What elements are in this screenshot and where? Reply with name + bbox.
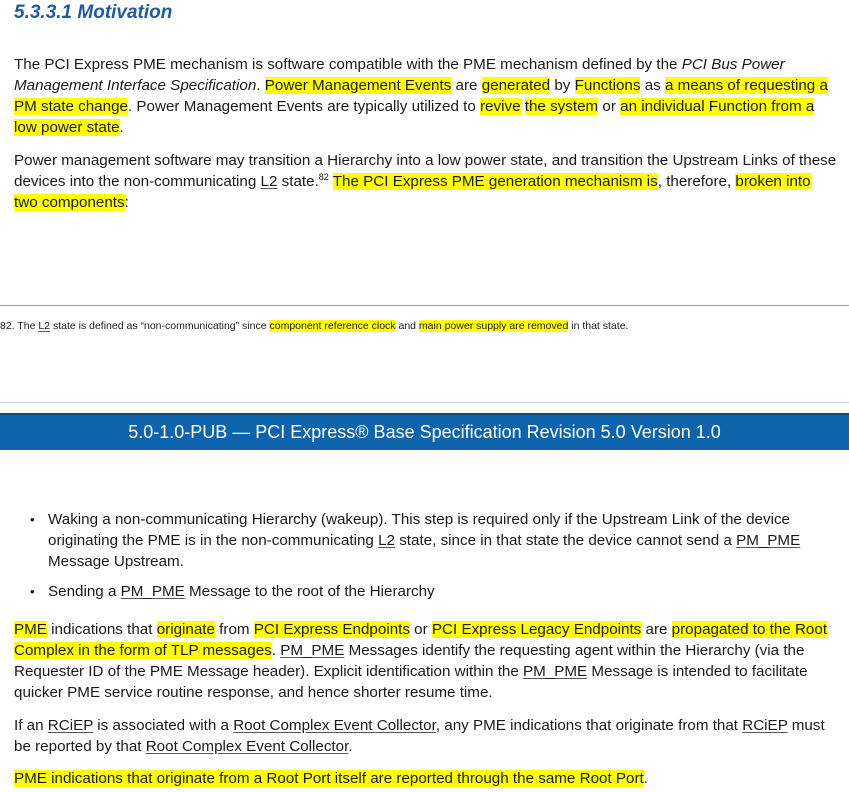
pm-pme-term-link[interactable]: PM_PME (120, 583, 185, 600)
spec-title-link: PCI Bus Power Management Interface Specification (14, 56, 785, 94)
paragraph-pme-mechanism: The PCI Express PME mechanism is software compatible with the PME mechanism defined by the PCI Bus Power Management Interface Specification. Power Management Events are generated by Functions as a means of requesting a PM state change. Power Management Events are typically utilized to revive the system or an individual Function from a low power state. (14, 56, 828, 136)
list-item: • Waking a non-communicating Hierarchy (wakeup). This step is required only if the Upstream Link of the device originating the PME is in the non-communicating L2 state, since in that state the device cannot send a PM_PME Message Upstream. (30, 511, 801, 570)
page-header-banner: 5.0-1.0-PUB — PCI Express® Base Specification Revision 5.0 Version 1.0 (0, 415, 849, 450)
paragraph-pme-indications: PME indications that originate from PCI Express Endpoints or PCI Express Legacy Endpoints are propagated to the Root Complex in the form of TLP messages. PM_PME Messages identify the requesting agent within the Hierarchy (via the Requester ID of the PME Message header). Explicit identification within the PM_PME Message is intended to facilitate quicker PME service routine response, and hence shorter resume time. (14, 621, 828, 701)
rcec-term-link[interactable]: Root Complex Event Collector (145, 738, 349, 755)
l2-term-link[interactable]: L2 (378, 532, 395, 549)
l2-term-link[interactable]: L2 (38, 320, 51, 332)
rciep-term-link[interactable]: RCiEP (47, 717, 94, 734)
rciep-term-link[interactable]: RCiEP (742, 717, 788, 734)
footnote-ref[interactable]: 82 (318, 171, 329, 182)
pm-pme-term-link[interactable]: PM_PME (280, 642, 345, 659)
footnote-divider (0, 305, 849, 306)
paragraph-rciep: If an RCiEP is associated with a Root Complex Event Collector, any PME indications that originate from that RCiEP must be reported by that Root Complex Event Collector. (14, 717, 825, 755)
list-item: • Sending a PM_PME Message to the root of the Hierarchy (30, 583, 435, 600)
pm-pme-term-link[interactable]: PM_PME (736, 532, 801, 549)
section-heading: 5.3.3.1 Motivation (14, 2, 173, 23)
footnote-82: 82. The L2 state is defined as “non-communicating” since component reference clock and main power supply are removed in that state. (0, 320, 629, 332)
bullet-icon: • (30, 512, 35, 527)
paragraph-power-software: Power management software may transition a Hierarchy into a low power state, and transition the Upstream Links of these devices into the non-communicating L2 state.$^{82}$ The PCI Express PME generation mechanism is, therefore, broken into two components: (14, 152, 837, 211)
paragraph-root-port: PME indications that originate from a Root Port itself are reported through the same Root Port. (14, 770, 648, 787)
bullet-icon: • (30, 584, 35, 599)
rcec-term-link[interactable]: Root Complex Event Collector (233, 717, 436, 734)
component-list (0, 509, 849, 611)
pm-pme-term-link[interactable]: PM_PME (523, 663, 588, 680)
l2-term-link[interactable]: L2 (260, 173, 278, 190)
page-divider (0, 402, 849, 403)
